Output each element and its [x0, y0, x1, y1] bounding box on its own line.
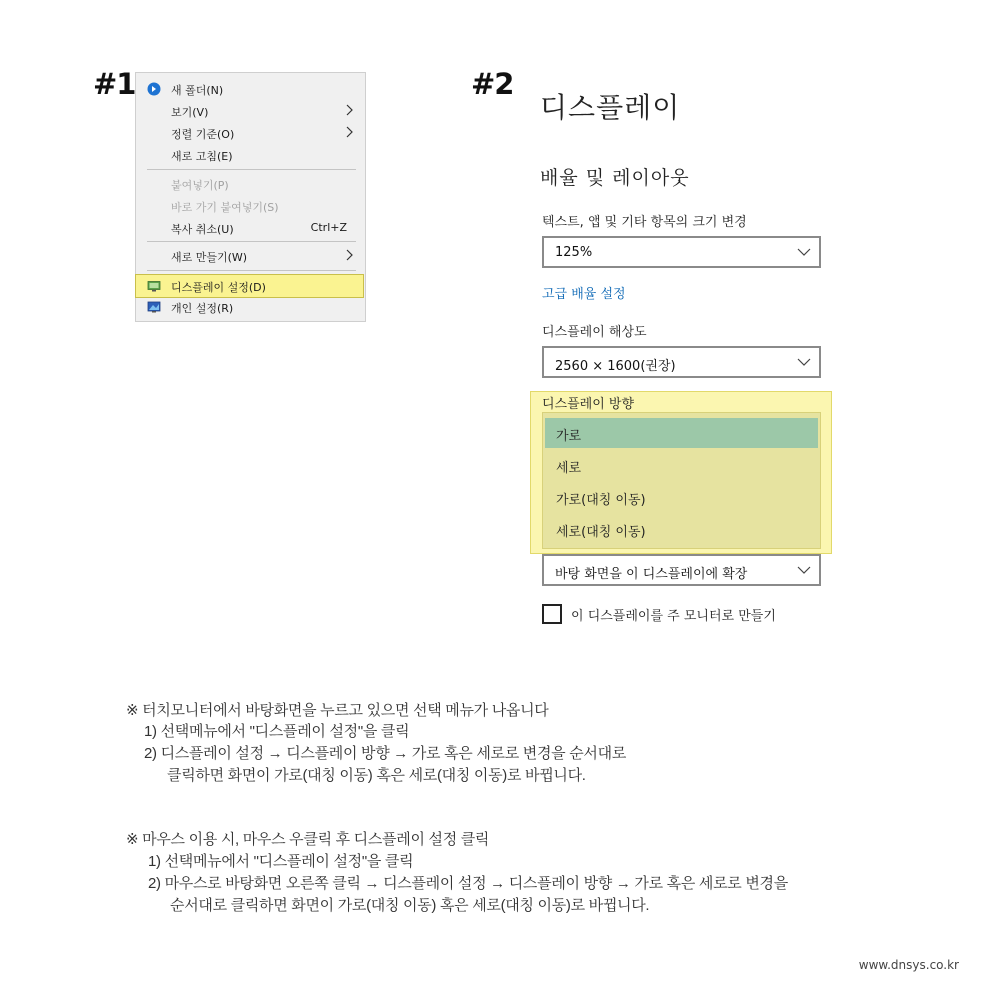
- chevron-down-icon: [797, 564, 811, 576]
- menu-item-paste-shortcut: [136, 195, 365, 217]
- step1-label: #1: [93, 67, 136, 101]
- mouse-note-step2b: 순서대로 클릭하면 화면이 가로(대칭 이동) 혹은 세로(대칭 이동)로 바뀝니다.: [170, 897, 650, 914]
- main-display-checkbox-label: 이 디스플레이를 주 모니터로 만들기: [571, 609, 776, 624]
- multiple-displays-value: 바탕 화면을 이 디스플레이에 확장: [555, 567, 748, 582]
- touch-note-step1: 1) 선택메뉴에서 "디스플레이 설정"을 클릭: [144, 723, 410, 740]
- orientation-option-landscape-flipped[interactable]: [545, 482, 818, 512]
- scale-label: 텍스트, 앱 및 기타 항목의 크기 변경: [542, 215, 747, 230]
- multiple-displays-dropdown[interactable]: [542, 554, 821, 586]
- personalize-icon: [147, 300, 161, 314]
- resolution-dropdown[interactable]: [542, 346, 821, 378]
- menu-item-label: 정렬 기준(O): [171, 128, 235, 141]
- page-title: 디스플레이: [540, 91, 681, 124]
- menu-item-label: 개인 설정(R): [171, 302, 234, 315]
- menu-item-label: 바로 가기 붙여넣기(S): [171, 201, 279, 214]
- resolution-value: 2560 × 1600(권장): [555, 359, 676, 374]
- section-title: 배율 및 레이아웃: [540, 167, 690, 189]
- touch-note-step2b: 클릭하면 화면이 가로(대칭 이동) 혹은 세로(대칭 이동)로 바뀝니다.: [167, 767, 586, 784]
- menu-separator: [147, 241, 356, 242]
- mouse-note-step1: 1) 선택메뉴에서 "디스플레이 설정"을 클릭: [148, 853, 414, 870]
- menu-item-display-settings[interactable]: [135, 274, 364, 298]
- menu-item-label: 새로 만들기(W): [171, 251, 248, 264]
- menu-item-new[interactable]: [136, 245, 365, 267]
- menu-item-label: 디스플레이 설정(D): [171, 281, 266, 294]
- orientation-option-portrait-flipped[interactable]: [545, 514, 818, 544]
- menu-item-personalize[interactable]: [136, 296, 365, 318]
- menu-item-label: 복사 취소(U): [171, 223, 234, 236]
- scale-value: 125%: [555, 245, 593, 260]
- option-label: 가로(대칭 이동): [556, 493, 646, 508]
- main-display-checkbox[interactable]: [542, 604, 562, 624]
- chevron-down-icon: [797, 246, 811, 258]
- new-folder-icon: [147, 82, 161, 96]
- step2-label: #2: [471, 67, 514, 101]
- menu-item-label: 새 폴더(N): [171, 84, 224, 97]
- scale-dropdown[interactable]: [542, 236, 821, 268]
- chevron-down-icon: [797, 356, 811, 368]
- chevron-right-icon: [342, 248, 356, 262]
- menu-item-sort-by[interactable]: [136, 122, 365, 144]
- option-label: 가로: [556, 429, 582, 444]
- menu-item-shortcut: Ctrl+Z: [310, 221, 347, 234]
- display-icon: [147, 279, 161, 293]
- menu-item-label: 붙여넣기(P): [171, 179, 229, 192]
- menu-item-paste: [136, 173, 365, 195]
- option-label: 세로: [556, 461, 582, 476]
- chevron-right-icon: [342, 125, 356, 139]
- menu-item-view[interactable]: [136, 100, 365, 122]
- touch-note-title: ※ 터치모니터에서 바탕화면을 누르고 있으면 선택 메뉴가 나옵니다: [126, 702, 549, 719]
- desktop-context-menu: [135, 72, 366, 322]
- mouse-note-title: ※ 마우스 이용 시, 마우스 우클릭 후 디스플레이 설정 클릭: [126, 831, 490, 848]
- menu-item-label: 새로 고침(E): [171, 150, 233, 163]
- menu-item-label: 보기(V): [171, 106, 209, 119]
- orientation-option-portrait[interactable]: [545, 450, 818, 480]
- option-label: 세로(대칭 이동): [556, 525, 646, 540]
- menu-separator: [147, 270, 356, 271]
- touch-note-step2a: 2) 디스플레이 설정 → 디스플레이 방향 → 가로 혹은 세로로 변경을 순서대로: [144, 745, 627, 762]
- orientation-option-landscape[interactable]: [545, 418, 818, 448]
- orientation-dropdown-list: [542, 412, 821, 549]
- mouse-note-step2a: 2) 마우스로 바탕화면 오른쪽 클릭 → 디스플레이 설정 → 디스플레이 방향 → 가로 혹은 세로로 변경을: [148, 875, 788, 892]
- menu-item-refresh[interactable]: [136, 144, 365, 166]
- chevron-right-icon: [342, 103, 356, 117]
- advanced-scaling-link[interactable]: 고급 배율 설정: [542, 287, 626, 302]
- resolution-label: 디스플레이 해상도: [542, 325, 647, 340]
- orientation-label: 디스플레이 방향: [542, 397, 635, 412]
- menu-item-new-folder[interactable]: [136, 78, 365, 100]
- menu-separator: [147, 169, 356, 170]
- menu-item-undo-copy[interactable]: [136, 217, 365, 239]
- footer-url[interactable]: www.dnsys.co.kr: [858, 958, 959, 972]
